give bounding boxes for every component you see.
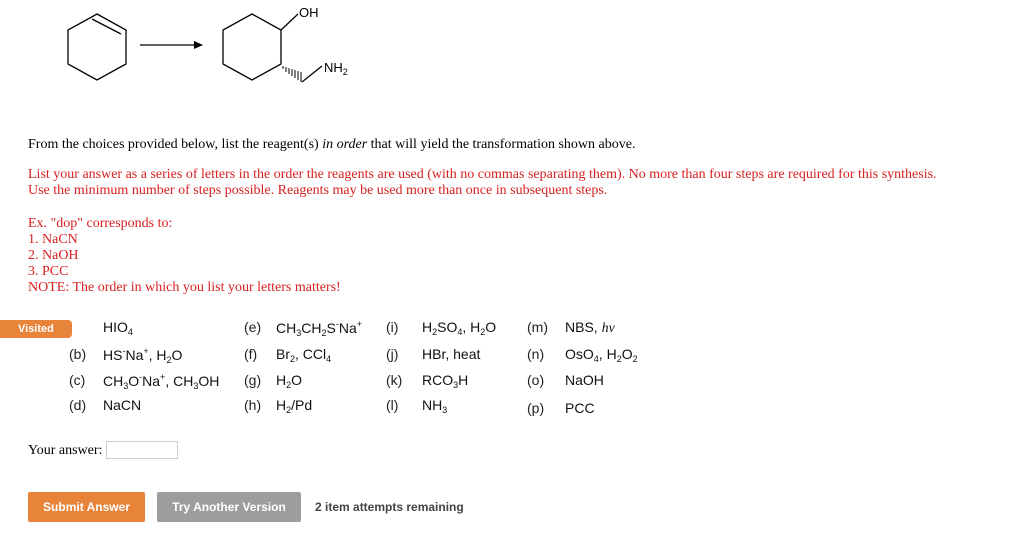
- answer-input[interactable]: [106, 441, 178, 459]
- answer-label: Your answer:: [28, 443, 103, 458]
- option-k-label: (k): [386, 372, 403, 388]
- ethyl-bond: [302, 66, 322, 82]
- oh-label: OH: [299, 5, 319, 20]
- example-step-1: 1. NaCN: [28, 232, 78, 247]
- option-i-text: $H_2SO_4$, $H_2O$: [422, 319, 497, 337]
- option-b-label: (b): [69, 346, 87, 362]
- example-note: NOTE: The order in which you list your letters matters!: [28, 280, 341, 295]
- option-m-label: (m): [527, 319, 548, 335]
- option-f-label: (f): [244, 346, 258, 362]
- option-n-text: OsO$_4$, $H_2O_2$: [565, 346, 638, 364]
- visited-badge: Visited: [0, 320, 72, 338]
- option-p-text: PCC: [565, 400, 595, 416]
- example-step-3: 3. PCC: [28, 264, 69, 279]
- option-j-label: (j): [386, 346, 399, 362]
- option-d-text: NaCN: [103, 397, 142, 413]
- option-d-label: (d): [69, 397, 87, 413]
- instruction-line-1: List your answer as a series of letters in the order the reagents are used (with no commas separating them). No more than four steps are required for this synthesis.: [28, 167, 937, 182]
- option-e-label: (e): [244, 319, 262, 335]
- instruction-line-2: Use the minimum number of steps possible. Reagents may be used more than once in subsequent steps.: [28, 183, 608, 198]
- example-step-2: 2. NaOH: [28, 248, 79, 263]
- example-header: Ex. "dop" corresponds to:: [28, 216, 173, 231]
- option-o-text: NaOH: [565, 372, 604, 388]
- option-j-text: HBr, heat: [422, 346, 481, 362]
- option-a-text: $HIO_4$: [103, 319, 133, 337]
- option-h-text: $H_2/Pd$: [276, 397, 313, 415]
- option-k-text: $RCO_3H$: [422, 372, 469, 390]
- nh2-label: $NH_2$: [324, 60, 348, 77]
- option-c-label: (c): [69, 372, 86, 388]
- option-l-text: $NH_3$: [422, 397, 448, 415]
- submit-answer-button[interactable]: Submit Answer: [28, 492, 145, 522]
- option-g-label: (g): [244, 372, 262, 388]
- try-another-version-button[interactable]: Try Another Version: [157, 492, 301, 522]
- cyclohexene-structure: [68, 14, 126, 80]
- attempts-remaining: 2 item attempts remaining: [315, 500, 464, 514]
- option-c-text: $CH_3O^-Na^+$, $CH_3OH$: [103, 372, 220, 391]
- product-structure: [223, 14, 298, 80]
- hashed-bond: [283, 66, 301, 82]
- option-p-label: (p): [527, 400, 545, 416]
- option-h-label: (h): [244, 397, 262, 413]
- question-text: From the choices provided below, list the reagent(s) in order that will yield the transformation shown above.: [28, 137, 636, 152]
- option-o-label: (o): [527, 372, 545, 388]
- option-f-text: $Br_2$, CCl$_4$: [276, 346, 332, 364]
- option-i-label: (i): [386, 319, 399, 335]
- option-e-text: $CH_3CH_2S^-Na^+$: [276, 319, 363, 338]
- reaction-scheme: [0, 0, 380, 95]
- option-b-text: HS-Na+, $H_2O$: [103, 346, 183, 365]
- option-m-text: NBS, hν: [565, 319, 615, 336]
- reaction-arrow: [140, 41, 203, 49]
- option-n-label: (n): [527, 346, 545, 362]
- option-g-text: $H_2O$: [276, 372, 303, 390]
- option-l-label: (l): [386, 397, 399, 413]
